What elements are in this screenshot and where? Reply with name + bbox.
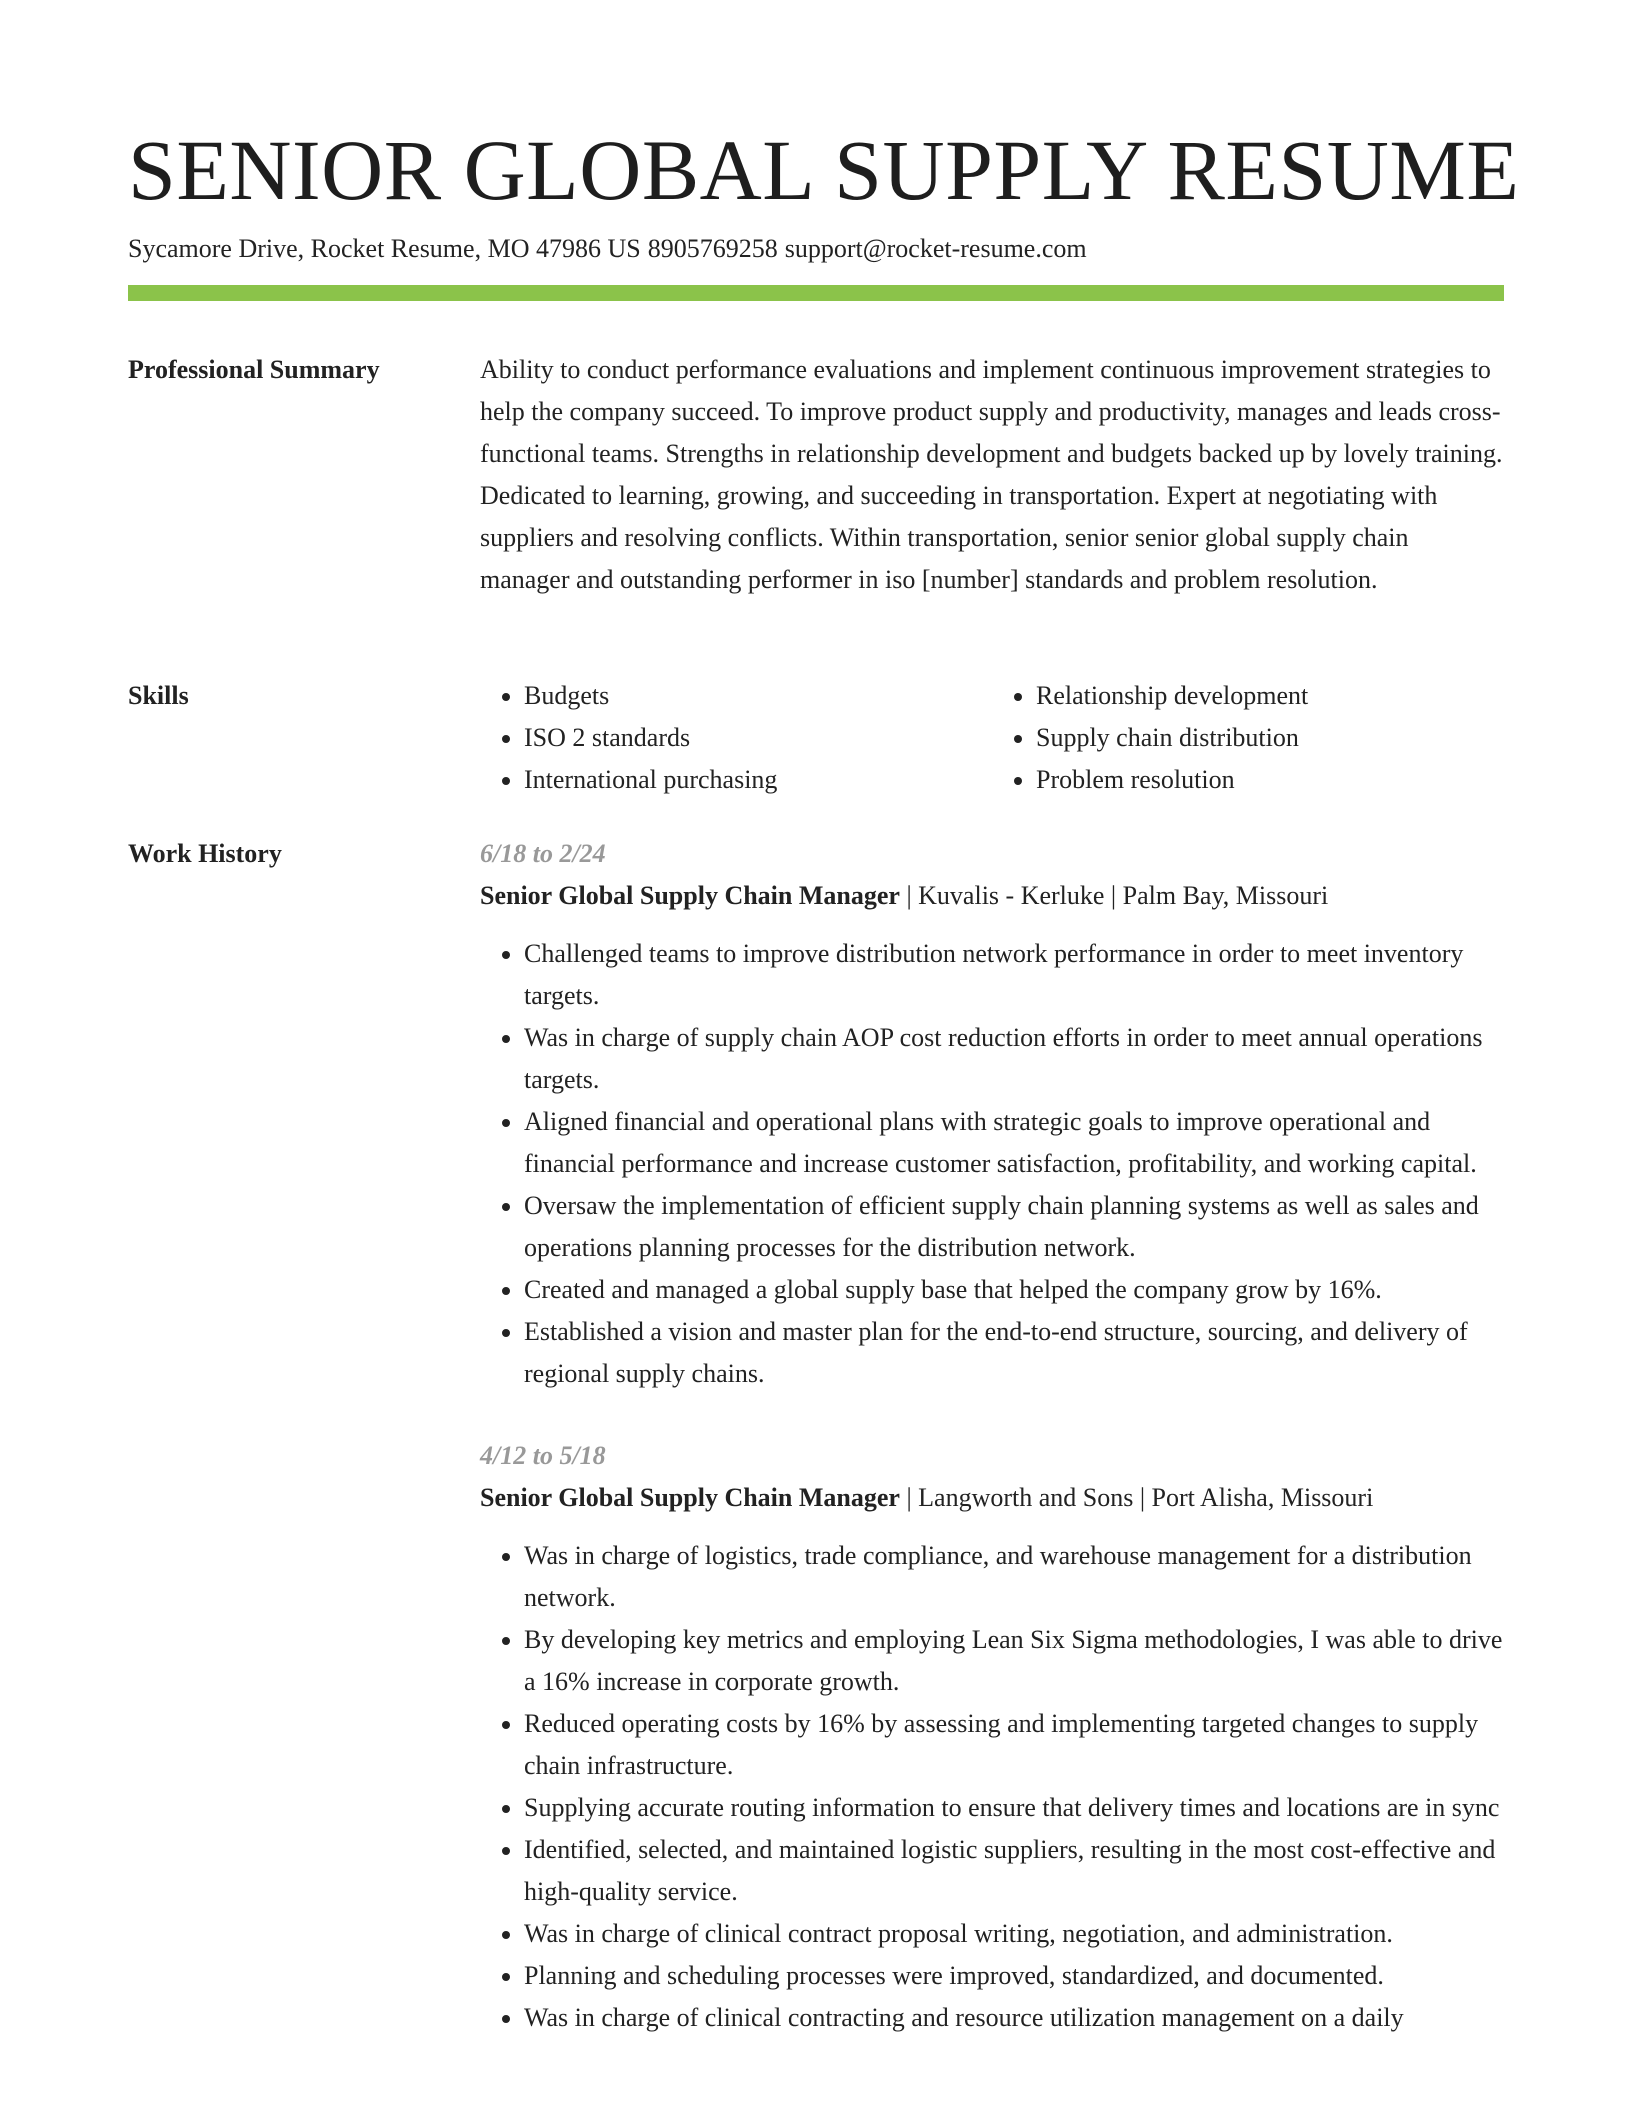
skill-item: • International purchasing [524, 759, 992, 801]
skill-item: • Budgets [524, 675, 992, 717]
job-bullet: • Aligned financial and operational plans with strategic goals to improve operational and financial performance and increase customer satisfaction, profitability, and working capital. [524, 1101, 1504, 1185]
job-entry [480, 1435, 1504, 2039]
job-bullet-list [480, 933, 1504, 1395]
job-bullet: • Challenged teams to improve distribution network performance in order to meet inventory targets. [524, 933, 1504, 1017]
job-bullet: • Supplying accurate routing information to ensure that delivery times and locations are in sync [524, 1787, 1504, 1829]
header-divider [128, 285, 1504, 301]
summary-text: Ability to conduct performance evaluations and implement continuous improvement strategies to help the company succeed. To improve product supply and productivity, manages and leads cross-functional teams. Strengths in relationship development and budgets backed up by lovely training. Dedicated to learning, growing, and succeeding in transportation. Expert at negotiating with suppliers and resolving conflicts. Within transportation, senior senior global supply chain manager and outstanding performer in iso [number] standards and problem resolution. [480, 355, 1503, 594]
job-bullet: • Was in charge of logistics, trade compliance, and warehouse management for a distribution network. [524, 1535, 1504, 1619]
job-bullet: • By developing key metrics and employing Lean Six Sigma methodologies, I was able to drive a 16% increase in corporate growth. [524, 1619, 1504, 1703]
job-bullet: • Created and managed a global supply base that helped the company grow by 16%. [524, 1269, 1504, 1311]
skills-column-right [992, 675, 1504, 801]
skill-item: • Relationship development [1036, 675, 1504, 717]
job-bullet: • Was in charge of clinical contract proposal writing, negotiation, and administration. [524, 1913, 1504, 1955]
summary-heading: Professional Summary [128, 355, 380, 384]
skill-item: • Supply chain distribution [1036, 717, 1504, 759]
job-bullet: • Oversaw the implementation of efficient supply chain planning systems as well as sales and operations planning processes for the distribution network. [524, 1185, 1504, 1269]
job-title: Senior Global Supply Chain Manager [480, 1483, 900, 1512]
contact-phone: 8905769258 [647, 234, 778, 263]
contact-line [128, 232, 1094, 266]
work-history-heading: Work History [128, 839, 282, 868]
contact-email: support@rocket-resume.com [784, 234, 1087, 263]
job-dates: 6/18 to 2/24 [480, 839, 606, 868]
job-company-location: | Langworth and Sons | Port Alisha, Missouri [899, 1483, 1374, 1512]
skills-heading: Skills [128, 681, 189, 710]
job-bullet: • Identified, selected, and maintained logistic suppliers, resulting in the most cost-effective and high-quality service. [524, 1829, 1504, 1913]
skills-column-left [480, 675, 992, 801]
job-dates: 4/12 to 5/18 [480, 1441, 606, 1470]
work-history-body [480, 833, 1504, 2079]
job-bullet: • Was in charge of clinical contracting and resource utilization management on a daily [524, 1997, 1504, 2039]
skills-list [480, 675, 1504, 801]
resume-title: SENIOR GLOBAL SUPPLY RESUME [128, 122, 1520, 218]
job-bullet: • Reduced operating costs by 16% by assessing and implementing targeted changes to supply chain infrastructure. [524, 1703, 1504, 1787]
job-header [480, 1477, 1504, 1519]
job-company-location: | Kuvalis - Kerluke | Palm Bay, Missouri [899, 881, 1329, 910]
skill-item: • ISO 2 standards [524, 717, 992, 759]
summary-body [480, 349, 1504, 601]
job-bullet: • Planning and scheduling processes were improved, standardized, and documented. [524, 1955, 1504, 1997]
contact-address: Sycamore Drive, Rocket Resume, MO 47986 US [128, 234, 641, 263]
job-bullet: • Was in charge of supply chain AOP cost reduction efforts in order to meet annual operations targets. [524, 1017, 1504, 1101]
job-bullet-list [480, 1535, 1504, 2039]
job-entry [480, 833, 1504, 1395]
job-bullet: • Established a vision and master plan for the end-to-end structure, sourcing, and delivery of regional supply chains. [524, 1311, 1504, 1395]
job-title: Senior Global Supply Chain Manager [480, 881, 900, 910]
job-header [480, 875, 1504, 917]
skill-item: • Problem resolution [1036, 759, 1504, 801]
